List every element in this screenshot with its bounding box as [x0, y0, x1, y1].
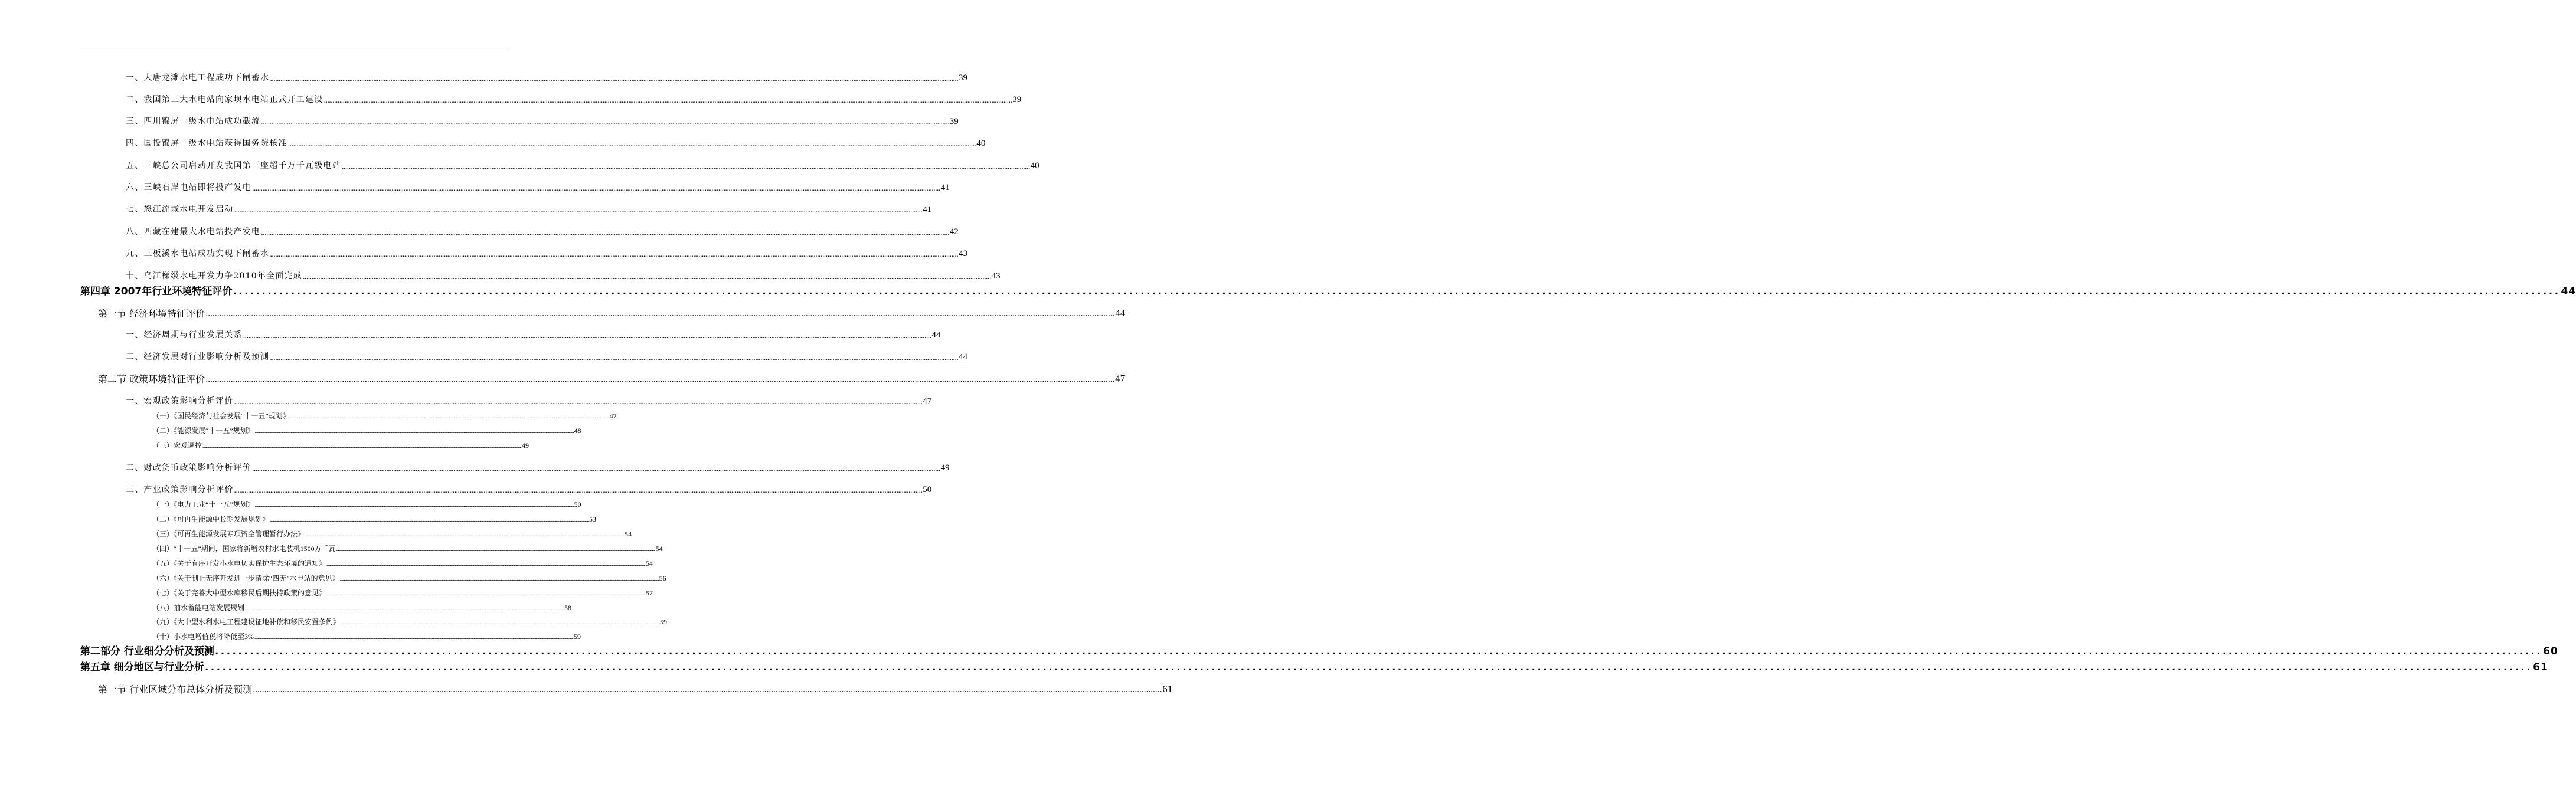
toc-entry-chapter[interactable] [80, 645, 2558, 657]
dot-leader: ................................................................................................................................................................................................................................................................................................................................................................................................................ [254, 428, 574, 435]
toc-entry-title: 九、三板溪水电站成功实现下闸蓄水 [126, 249, 270, 259]
toc-entry-page-number: 44 [959, 352, 967, 362]
dot-leader: ................................................................................................................................................................................................................................................................................................................................................................................................................ [253, 685, 1162, 695]
toc-entry-item[interactable] [126, 396, 932, 407]
toc-entry-sub[interactable] [152, 618, 668, 626]
toc-entry-page-number: 53 [589, 515, 597, 523]
toc-entry-item[interactable] [126, 249, 967, 259]
toc-entry-section[interactable] [98, 307, 1126, 320]
dot-leader: ................................................................................................................................................................................................................................................................................................................................................................................................................ [254, 502, 574, 509]
toc-entry-sub[interactable] [152, 633, 581, 641]
dot-leader: ................................................................................................................................................................................................................................................................................................................................................................................................................ [323, 96, 1012, 105]
toc-entry-item[interactable] [126, 227, 959, 237]
toc-entry-page-number: 39 [959, 73, 967, 83]
toc-entry-sub[interactable] [152, 515, 597, 523]
toc-entry-title: 第五章 细分地区与行业分析 [80, 661, 204, 673]
dot-leader: ................................................................................................................................................................................................................................................................................................................................................................................................................ [251, 464, 940, 473]
toc-entry-page-number: 58 [564, 604, 572, 612]
toc-entry-item[interactable] [126, 352, 967, 362]
toc-entry-title: （三）《可再生能源发展专项资金管理暂行办法》 [152, 530, 305, 538]
dot-leader: ................................................................................................................................................................................................................................................................................................................................................................................................................ [326, 591, 646, 597]
dot-leader: ................................................................................................................................................................................................................................................................................................................................................................................................................ [205, 375, 1115, 385]
toc-entry-page-number: 54 [646, 559, 653, 568]
toc-entry-title: 第二节 政策环境特征评价 [98, 373, 205, 385]
toc-entry-page-number: 61 [2533, 661, 2548, 673]
toc-entry-title: 六、三峡右岸电站即将投产发电 [126, 183, 251, 193]
dot-leader: ................................................................................................................................................................................................................................................................................................................................................................................................................ [270, 250, 958, 259]
toc-entry-item[interactable] [126, 463, 950, 473]
dot-leader: ................................................................................................................................................................................................................................................................................................................................................................................................................ [233, 286, 2561, 297]
toc-entry-page-number: 43 [959, 249, 967, 258]
toc-entry-item[interactable] [126, 205, 932, 215]
toc-entry-section[interactable] [98, 373, 1126, 385]
toc-entry-page-number: 41 [940, 183, 950, 192]
toc-entry-title: 第四章 2007年行业环境特征评价 [80, 286, 233, 297]
dot-leader: ................................................................................................................................................................................................................................................................................................................................................................................................................ [234, 398, 923, 407]
toc-entry-sub[interactable] [152, 545, 663, 553]
toc-entry-title: （九）《大中型水利水电工程建设征地补偿和移民安置条例》 [152, 618, 341, 626]
toc-entry-page-number: 44 [1115, 307, 1126, 319]
toc-entry-title: 二、财政货币政策影响分析评价 [126, 463, 251, 473]
dot-leader: ................................................................................................................................................................................................................................................................................................................................................................................................................ [234, 486, 923, 495]
dot-leader: ................................................................................................................................................................................................................................................................................................................................................................................................................ [202, 443, 522, 450]
dot-leader: ................................................................................................................................................................................................................................................................................................................................................................................................................ [305, 532, 625, 538]
dot-leader: ................................................................................................................................................................................................................................................................................................................................................................................................................ [270, 517, 589, 523]
dot-leader: ................................................................................................................................................................................................................................................................................................................................................................................................................ [302, 273, 991, 281]
toc-entry-title: （三）宏观调控 [152, 441, 202, 450]
toc-entry-page-number: 47 [609, 412, 617, 420]
dot-leader: ................................................................................................................................................................................................................................................................................................................................................................................................................ [326, 561, 646, 568]
dot-leader: ................................................................................................................................................................................................................................................................................................................................................................................................................ [205, 309, 1115, 319]
toc-entry-page-number: 49 [940, 463, 950, 473]
toc-entry-title: 八、西藏在建最大水电站投产发电 [126, 227, 260, 237]
toc-entry-page-number: 47 [923, 396, 932, 406]
toc-entry-page-number: 40 [1030, 161, 1039, 171]
toc-entry-title: （一）《电力工业“十一五”规划》 [152, 500, 254, 509]
toc-entry-title: （五）《关于有序开发小水电切实保护生态环境的通知》 [152, 559, 326, 568]
dot-leader: ................................................................................................................................................................................................................................................................................................................................................................................................................ [341, 162, 1030, 171]
dot-leader: ................................................................................................................................................................................................................................................................................................................................................................................................................ [341, 620, 660, 626]
dot-leader: ................................................................................................................................................................................................................................................................................................................................................................................................................ [245, 605, 564, 612]
toc-entry-title: （一）《国民经济与社会发展“十一五”规划》 [152, 412, 290, 420]
toc-entry-page-number: 49 [522, 441, 529, 450]
toc-entry-title: 一、宏观政策影响分析评价 [126, 396, 234, 407]
dot-leader: ................................................................................................................................................................................................................................................................................................................................................................................................................ [204, 661, 2533, 673]
dot-leader: ................................................................................................................................................................................................................................................................................................................................................................................................................ [214, 645, 2543, 657]
toc-entry-item[interactable] [126, 485, 932, 495]
toc-entry-title: 一、大唐龙滩水电工程成功下闸蓄水 [126, 73, 270, 83]
toc-entry-item[interactable] [126, 139, 986, 149]
toc-entry-item[interactable] [126, 183, 950, 193]
toc-entry-page-number: 40 [976, 139, 986, 148]
toc-entry-title: （十）小水电增值税将降低至3% [152, 633, 254, 641]
toc-entry-title: 四、国投锦屏二级水电站获得国务院核准 [126, 139, 287, 149]
toc-entry-page-number: 44 [2561, 286, 2576, 297]
toc-entry-page-number: 44 [931, 330, 941, 340]
dot-leader: ................................................................................................................................................................................................................................................................................................................................................................................................................ [339, 576, 659, 582]
toc-entry-title: （八）抽水蓄能电站发展规划 [152, 604, 245, 612]
toc-entry-page-number: 57 [646, 589, 653, 597]
toc-entry-title: （二）《可再生能源中长期发展规划》 [152, 515, 270, 523]
toc-entry-title: 十、乌江梯级水电开发力争2010年全面完成 [126, 271, 302, 281]
dot-leader: ................................................................................................................................................................................................................................................................................................................................................................................................................ [270, 353, 958, 362]
toc-entry-page-number: 60 [2543, 645, 2558, 657]
toc-entry-item[interactable] [126, 95, 1022, 105]
toc-entry-sub[interactable] [152, 441, 529, 450]
dot-leader: ................................................................................................................................................................................................................................................................................................................................................................................................................ [290, 414, 609, 420]
toc-entry-title: 三、产业政策影响分析评价 [126, 485, 234, 495]
toc-entry-page-number: 39 [1012, 95, 1022, 104]
dot-leader: ................................................................................................................................................................................................................................................................................................................................................................................................................ [287, 140, 976, 149]
toc-entry-sub[interactable] [152, 412, 617, 420]
toc-entry-page-number: 61 [1162, 683, 1173, 694]
toc-entry-title: （二）《能源发展“十一五”规划》 [152, 427, 254, 435]
toc-entry-page-number: 56 [659, 574, 666, 582]
toc-entry-chapter[interactable] [80, 286, 2576, 297]
dot-leader: ................................................................................................................................................................................................................................................................................................................................................................................................................ [254, 634, 574, 641]
dot-leader: ................................................................................................................................................................................................................................................................................................................................................................................................................ [243, 332, 931, 340]
toc-entry-item[interactable] [126, 271, 1001, 281]
toc-entry-sub[interactable] [152, 500, 581, 509]
toc-entry-page-number: 50 [574, 500, 581, 509]
toc-entry-title: 七、怒江流域水电开发启动 [126, 205, 234, 215]
toc-entry-sub[interactable] [152, 604, 572, 612]
toc-entry-page-number: 41 [923, 205, 932, 214]
toc-entry-sub[interactable] [152, 589, 653, 597]
toc-entry-title: （六）《关于制止无序开发进一步清除“四无”水电站的意见》 [152, 574, 339, 582]
toc-entry-title: 二、经济发展对行业影响分析及预测 [126, 352, 270, 362]
toc-entry-item[interactable] [126, 161, 1039, 171]
dot-leader: ................................................................................................................................................................................................................................................................................................................................................................................................................ [270, 74, 958, 83]
toc-entry-page-number: 42 [949, 227, 959, 237]
toc-entry-sub[interactable] [152, 427, 581, 435]
dot-leader: ................................................................................................................................................................................................................................................................................................................................................................................................................ [261, 228, 949, 237]
toc-entry-title: 五、三峡总公司启动开发我国第三座超千万千瓦级电站 [126, 161, 341, 171]
toc-entry-title: 三、四川锦屏一级水电站成功截流 [126, 117, 260, 127]
dot-leader: ................................................................................................................................................................................................................................................................................................................................................................................................................ [251, 184, 940, 193]
toc-entry-page-number: 48 [574, 427, 581, 435]
dot-leader: ................................................................................................................................................................................................................................................................................................................................................................................................................ [234, 206, 923, 215]
toc-entry-page-number: 43 [991, 271, 1001, 281]
toc-entry-chapter[interactable] [80, 661, 2548, 673]
dot-leader: ................................................................................................................................................................................................................................................................................................................................................................................................................ [336, 546, 655, 553]
toc-entry-sub[interactable] [152, 574, 666, 582]
toc-entry-sub[interactable] [152, 530, 632, 538]
toc-entry-title: 一、经济周期与行业发展关系 [126, 330, 243, 340]
toc-entry-title: （四）“十一五”期间，国家将新增农村水电装机1500万千瓦 [152, 545, 336, 553]
toc-entry-title: 第一节 经济环境特征评价 [98, 308, 205, 320]
toc-entry-page-number: 39 [949, 117, 959, 126]
toc-entry-page-number: 50 [923, 485, 932, 494]
toc-entry-sub[interactable] [152, 559, 653, 568]
toc-entry-page-number: 47 [1115, 373, 1126, 384]
toc-entry-title: 二、我国第三大水电站向家坝水电站正式开工建设 [126, 95, 323, 105]
toc-entry-section[interactable] [98, 683, 1173, 696]
toc-entry-item[interactable] [126, 73, 967, 83]
toc-entry-page-number: 54 [625, 530, 632, 538]
toc-entry-title: （七）《关于完善大中型水库移民后期扶持政策的意见》 [152, 589, 326, 597]
toc-entry-page-number: 59 [574, 633, 581, 641]
toc-entry-title: 第一节 行业区域分布总体分析及预测 [98, 684, 253, 696]
toc-entry-page-number: 54 [655, 545, 663, 553]
toc-entry-page-number: 59 [660, 618, 668, 626]
dot-leader: ................................................................................................................................................................................................................................................................................................................................................................................................................ [261, 118, 949, 127]
toc-entry-item[interactable] [126, 117, 959, 127]
toc-entry-item[interactable] [126, 330, 941, 340]
toc-entry-title: 第二部分 行业细分分析及预测 [80, 645, 214, 657]
